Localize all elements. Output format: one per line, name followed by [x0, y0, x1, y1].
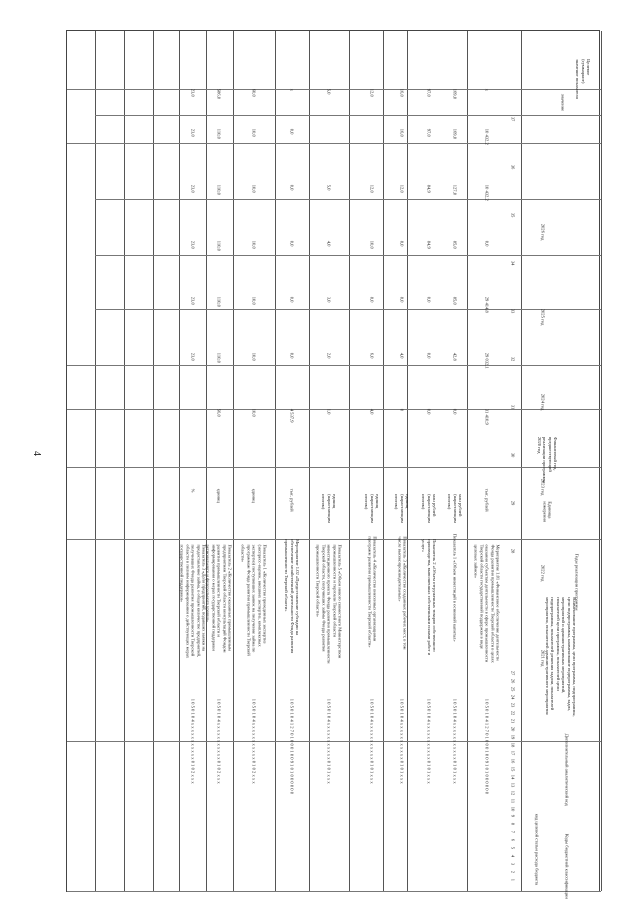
row-0-value-5: 10 432,2	[484, 128, 490, 145]
row-7-value-3: 10,0	[251, 240, 257, 249]
col-number-17: 17	[510, 750, 516, 756]
row-1-value-3: 85,0	[452, 240, 458, 249]
col-number-4: 4	[510, 854, 516, 857]
row-8-value-2: 110,0	[216, 296, 222, 307]
row-1-value-0: 0,0	[452, 408, 458, 415]
row-0-value-0: 31 410,9	[484, 408, 490, 425]
row-3-unit: единиц (нарастающим итогом)	[394, 494, 411, 523]
row-6-unit: тыс. рублей	[289, 488, 295, 512]
col-number-7: 7	[510, 830, 516, 833]
row-4-value-4: 12,0	[369, 184, 375, 193]
row-0-name: Мероприятие 1.01 «Финансовое обеспечение деятельности Фонда развития промышленности Тверской области в целях оказания субъектам деятельности в сфере промышленности Тверской области государственной поддержки в виде целевых займов»	[473, 544, 501, 663]
row-6-value-5: 0,0	[289, 128, 295, 135]
row-0-codes: 1 0 5 0 1 0 4 1 2 7 0 1 0 0 0 1 0 0 9 1 0 1 0 0 0 0 0 0	[484, 698, 490, 795]
row-5-unit: единиц (нарастающим итогом)	[321, 494, 338, 523]
row-0-value-4: 10 432,2	[484, 184, 490, 201]
row-7-name: Показатель 1 «Количество проведенных экспертиз (экспресс-оценок, внешних экспертиз, комплексных экспертиз) поступивших заявок на получение займа по программам Фонда развития промышленности Тверской области»	[240, 544, 268, 656]
header-year-3: 2024 год	[540, 393, 546, 411]
row-5-value-1: 2,0	[326, 352, 332, 359]
row-5-value-3: 4,0	[326, 240, 332, 247]
header-target-group: Целевое (суммарное) значение показателя	[575, 59, 592, 99]
row-1-name: Показатель 1 «Объем инвестиций в основной капитал»	[452, 533, 458, 642]
row-8-value-0: 56,0	[216, 408, 222, 417]
row-3-target: 16,0	[399, 88, 405, 97]
row-4-name: Показатель 4 «Количество внесенных организациями программ развития промышленности Тверской области»	[367, 536, 378, 648]
row-3-value-1: 4,0	[399, 352, 405, 359]
row-0-unit: тыс. рублей	[484, 488, 490, 512]
col-number-1: 1	[510, 878, 516, 881]
col-number-14: 14	[510, 774, 516, 780]
col-number-27: 27	[510, 670, 516, 676]
row-1-codes: 1 0 5 0 1 0 4 х х х х х х х х х х х 0 1 0 1 х х х	[452, 698, 458, 784]
row-1-unit: млн рублей (нарастающим итогом)	[447, 494, 464, 523]
row-9-value-4: 23,0	[190, 184, 196, 193]
col-number-5: 5	[510, 846, 516, 849]
header-unit: Единица измерения	[542, 501, 553, 522]
col-number-20: 20	[510, 726, 516, 732]
row-5-target: 5,0	[326, 88, 332, 95]
row-7-target: 60,0	[251, 88, 257, 97]
col-number-15: 15	[510, 766, 516, 772]
row-4-value-0: 4,0	[369, 408, 375, 415]
col-number-35: 35	[510, 212, 516, 218]
row-7-unit: единиц	[251, 488, 257, 503]
row-6-value-1: 0,0	[289, 352, 295, 359]
col-number-26: 26	[510, 678, 516, 684]
row-1-value-4: 127,0	[452, 184, 458, 196]
row-4-value-1: 6,0	[369, 352, 375, 359]
header-codes-sub: код целевой статьи расхода бюджета	[534, 813, 540, 886]
row-8-value-1: 110,0	[216, 352, 222, 363]
row-4-codes: 1 0 5 0 1 0 4 х х х х х х х х х х х 0 1 0 1 х х х	[369, 698, 375, 784]
row-5-name: Показатель 5 «Объем нового совместного Министерством промышленности и торговли Тверской области инвестиционного проекта Фонда развития промышленности Тверской области, получивших займы Фонда развития промышленности Тверской области»	[315, 544, 343, 664]
row-6-codes: 1 0 5 0 1 0 4 1 2 7 0 1 0 0 0 1 0 0 9 1 0 1 0 0 0 0 0 0	[289, 698, 295, 795]
row-8-value-3: 110,0	[216, 240, 222, 251]
row-8-codes: 1 0 5 0 1 0 4 х х х х х х х х х х х 0 1 0 2 х х х	[216, 698, 222, 784]
row-2-value-0: 0,0	[426, 408, 432, 415]
row-4-target: 12,0	[369, 88, 375, 97]
col-number-2: 2	[510, 870, 516, 873]
col-number-18: 18	[510, 742, 516, 748]
col-number-22: 22	[510, 710, 516, 716]
row-9-unit: %	[190, 488, 196, 493]
row-6-target: х	[289, 88, 295, 91]
row-1-target: 169,0	[452, 88, 458, 100]
row-7-value-2: 10,0	[251, 296, 257, 305]
header-name: Наименование программы, цели программы, подпрограммы, цели подпрограммы, наименование подпрограммы, задач, мероприятий и административных мероприятий, показателей цели программы, показателей цели подпрограммы, показателей решения задачи, показателей мероприятия, показателей административного мероприятия	[545, 597, 578, 717]
row-8-value-4: 110,0	[216, 184, 222, 195]
col-number-24: 24	[510, 694, 516, 700]
header-year-1: 2022 год	[540, 564, 546, 581]
row-2-value-1: 0,0	[426, 352, 432, 359]
row-3-codes: 1 0 5 0 1 0 4 х х х х х х х х х х х 0 1 0 1 х х х	[399, 698, 405, 784]
col-number-13: 13	[510, 782, 516, 788]
header-years-group: Годы реализации программы	[574, 553, 580, 611]
col-number-11: 11	[510, 798, 516, 804]
header-target-value: значение	[560, 93, 566, 112]
col-number-16: 16	[510, 758, 516, 764]
row-7-value-4: 10,0	[251, 184, 257, 193]
col-number-6: 6	[510, 838, 516, 841]
col-number-8: 8	[510, 822, 516, 825]
row-5-codes: 1 0 5 0 1 0 4 х х х х х х х х х х х 0 1 0 1 х х х	[326, 698, 332, 784]
col-number-3: 3	[510, 862, 516, 865]
col-number-25: 25	[510, 686, 516, 692]
page-number: 4	[31, 451, 42, 456]
row-4-value-3: 10,0	[369, 240, 375, 249]
col-number-32: 32	[510, 356, 516, 362]
col-number-12: 12	[510, 790, 516, 796]
row-3-name: Показатель 3 «Количество созданных рабочих мест, в том числе высокопроизводительных»	[397, 536, 408, 650]
row-5-value-0: 1,0	[326, 408, 332, 415]
col-number-31: 31	[510, 404, 516, 410]
row-9-target: 23,0	[190, 88, 196, 97]
header-financing: Финансовый год, предшествующий реализации программы 2020 год	[536, 436, 558, 483]
row-9-value-3: 23,0	[190, 240, 196, 249]
row-9-value-1: 23,0	[190, 352, 196, 361]
row-7-value-0: 10,0	[251, 408, 257, 417]
row-1-value-1: 42,8	[452, 352, 458, 361]
row-3-value-3: 8,0	[399, 240, 405, 247]
col-number-21: 21	[510, 718, 516, 724]
header-year-2: 2023 год	[540, 478, 546, 496]
row-2-target: 97,0	[426, 88, 432, 97]
row-9-codes: 1 0 5 0 1 0 4 х х х х х х х х х х х 0 1 0 2 х х х	[190, 698, 196, 784]
row-8-value-5: 110,0	[216, 128, 222, 139]
header-program-code: Дополнительный аналитический код	[564, 733, 570, 806]
row-5-value-4: 5,0	[326, 184, 332, 191]
row-7-value-5: 10,0	[251, 128, 257, 137]
row-3-value-4: 12,0	[399, 184, 405, 193]
row-2-value-2: 0,0	[426, 296, 432, 303]
header-codes-group: Коды бюджетной классификации	[564, 833, 570, 899]
row-2-codes: 1 0 5 0 1 0 4 х х х х х х х х х х х 0 1 0 1 х х х	[426, 698, 432, 784]
row-9-name: Показатель 3 «Доля предприятий, подавших заявки на предоставление займа, в общем количестве предприятий, получивших Фонда развития промышленности Тверской области в полном информировании о действующих мерах государственной поддержки»	[179, 544, 207, 659]
row-2-value-3: 84,9	[426, 240, 432, 249]
row-1-value-2: 85,0	[452, 296, 458, 305]
row-0-target: х	[484, 88, 490, 91]
row-9-value-2: 23,0	[190, 296, 196, 305]
row-4-unit: единиц (нарастающим итогом)	[364, 494, 381, 523]
col-number-34: 34	[510, 260, 516, 266]
col-number-19: 19	[510, 734, 516, 740]
col-number-36: 36	[510, 164, 516, 170]
row-3-value-0: 0	[399, 408, 405, 411]
col-number-29: 29	[510, 500, 516, 506]
row-7-codes: 1 0 5 0 1 0 4 х х х х х х х х х х х 0 1 0 2 х х х	[251, 698, 257, 784]
row-1-value-5: 169,0	[452, 128, 458, 140]
row-8-target: 586,0	[216, 88, 222, 100]
row-0-value-2: 29 414,8	[484, 296, 490, 313]
col-number-30: 30	[510, 452, 516, 458]
row-8-name: Показатель 2 «Количество оказанных промышленным предприятиям Тверской области консультаций Фондом развития промышленности Тверской области и информирования о мерах государственной поддержки регионального и федерального уровня»	[205, 544, 233, 653]
row-6-value-0: 4 537,9	[289, 408, 295, 423]
col-number-33: 33	[510, 308, 516, 314]
col-number-23: 23	[510, 702, 516, 708]
row-2-unit: млн рублей (нарастающим итогом)	[421, 494, 438, 523]
row-6-value-4: 0,0	[289, 184, 295, 191]
col-number-37: 37	[510, 116, 516, 122]
col-number-28: 28	[510, 548, 516, 554]
row-5-value-2: 3,0	[326, 296, 332, 303]
row-8-unit: единиц	[216, 488, 222, 503]
row-2-value-5: 97,0	[426, 128, 432, 137]
row-2-value-4: 84,9	[426, 184, 432, 193]
col-number-10: 10	[510, 806, 516, 812]
row-0-value-1: 29 032,1	[484, 352, 490, 369]
row-9-value-5: 23,0	[190, 128, 196, 137]
row-2-name: Показатель 2 «Объем отгруженных товаров собственного производства, выполненных собственными силами работ и услуг»	[421, 539, 438, 656]
row-6-name: Мероприятие 1.02 «Предоставление субсидии на обеспечение хозяйственной деятельности Фонда развития промышленности Тверской области»	[284, 539, 301, 654]
col-number-9: 9	[510, 814, 516, 817]
row-3-value-2: 8,0	[399, 296, 405, 303]
row-6-value-2: 0,0	[289, 296, 295, 303]
header-year-0: 2021 год	[540, 649, 546, 667]
row-6-value-3: 0,0	[289, 240, 295, 247]
row-7-value-1: 10,0	[251, 352, 257, 361]
row-3-value-5: 16,0	[399, 128, 405, 137]
header-year-4: 2025 год	[540, 308, 546, 326]
header-year-5: 2026 год	[540, 223, 546, 240]
row-4-value-2: 8,0	[369, 296, 375, 303]
row-0-value-3: 0,0	[484, 240, 490, 247]
program-table	[66, 30, 600, 899]
